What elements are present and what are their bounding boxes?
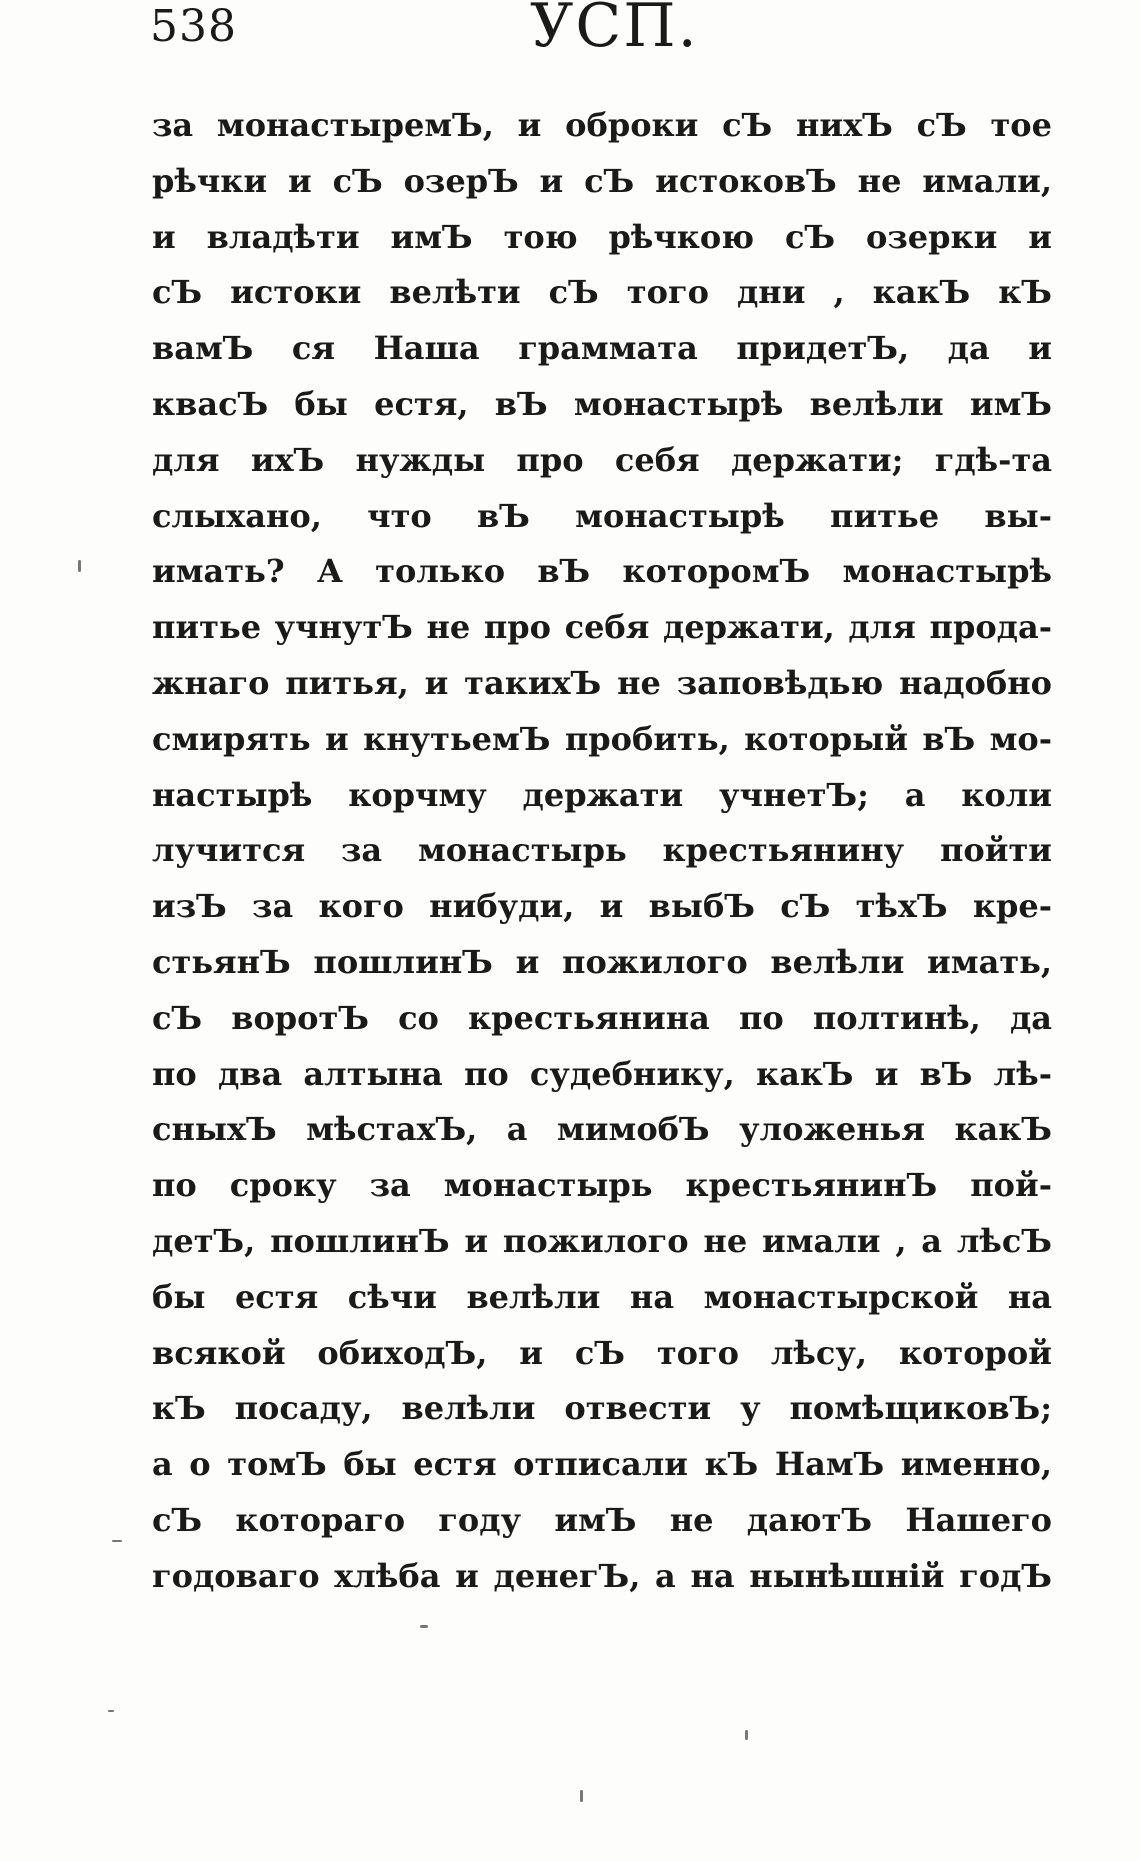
text-line: всякой обиходЪ, и сЪ того лѣсу, которой [152,1333,1052,1372]
print-speck [78,560,81,572]
text-line: для ихЪ нужды про себя держати; гдѣ-та [152,440,1052,479]
text-line: сЪ котораго году имЪ не даютЪ Нашего [152,1500,1052,1539]
text-line: вамЪ ся Наша граммата придетЪ, да и [152,329,1052,368]
text-line: квасЪ бы естя, вЪ монастырѣ велѣли имЪ [152,384,1052,423]
page-header [150,0,1050,64]
body-text [152,98,1052,1605]
text-line: сныхЪ мѣстахЪ, а мимобЪ уложенья какЪ [152,1110,1052,1149]
text-line: и владѣти имЪ тою рѣчкою сЪ озерки и [152,217,1052,256]
text-line: смирять и кнутьемЪ пробить, который вЪ мо- [152,719,1052,758]
text-line: годоваго хлѣба и денегЪ, а на нынѣшній годЪ [152,1556,1052,1595]
text-line: кЪ посаду, велѣли отвести у помѣщиковЪ; [152,1389,1052,1428]
print-speck [580,1790,583,1802]
text-line: по сроку за монастырь крестьянинЪ пой- [152,1166,1052,1205]
text-line: стьянЪ пошлинЪ и пожилого велѣли имать, [152,942,1052,981]
text-line: сЪ воротЪ со крестьянина по полтинѣ, да [152,998,1052,1037]
text-line: жнаго питья, и такихЪ не заповѣдью надобно [152,663,1052,702]
text-line: сЪ истоки велѣти сЪ того дни , какЪ кЪ [152,273,1052,312]
text-line: а о томЪ бы естя отписали кЪ НамЪ именно, [152,1445,1052,1484]
print-speck [108,1710,114,1712]
text-line: лучится за монастырь крестьянину пойти [152,831,1052,870]
page-number: 538 [150,1,237,52]
text-line: питье учнутЪ не про себя держати, для прода- [152,608,1052,647]
text-line: изЪ за кого нибуди, и выбЪ сЪ тѣхЪ кре- [152,887,1052,926]
text-line: по два алтына по судебнику, какЪ и вЪ лѣ- [152,1054,1052,1093]
text-line: имать? А только вЪ которомЪ монастырѣ [152,552,1052,591]
text-line: настырѣ корчму держати учнетЪ; а коли [152,775,1052,814]
text-line: рѣчки и сЪ озерЪ и сЪ истоковЪ не имали, [152,161,1052,200]
print-speck [420,1625,428,1628]
running-head: УСП. [530,0,699,61]
print-speck [745,1730,748,1740]
print-speck [112,1540,122,1542]
text-line: за монастыремЪ, и оброки сЪ нихЪ сЪ тое [152,106,1052,144]
text-line: детЪ, пошлинЪ и пожилого не имали , а лѣсЪ [152,1221,1052,1260]
text-line: слыхано, что вЪ монастырѣ питье вы- [152,496,1052,535]
text-line: бы естя сѣчи велѣли на монастырской на [152,1277,1052,1316]
